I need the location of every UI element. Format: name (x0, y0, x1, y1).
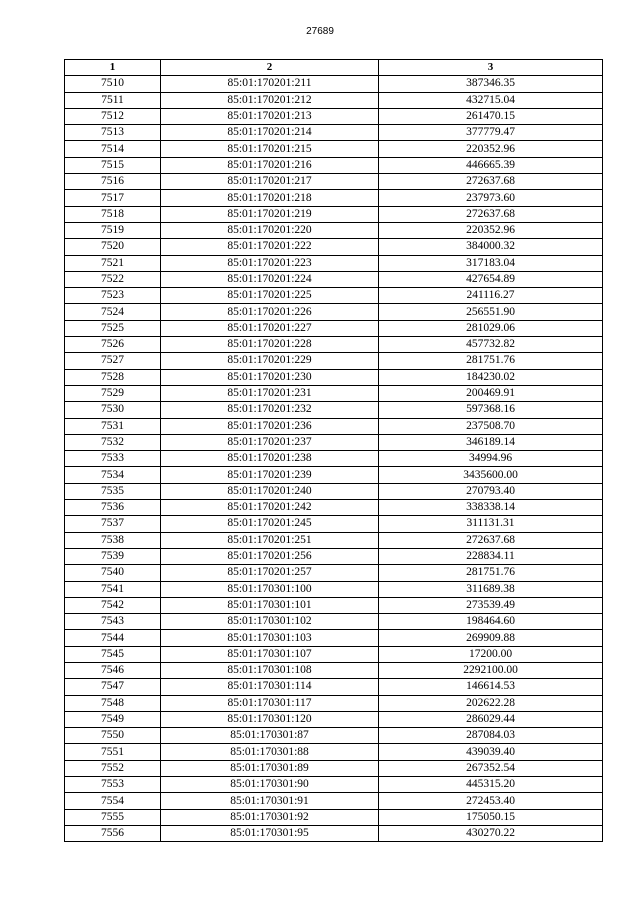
value-cell: 311689.38 (379, 581, 603, 597)
value-cell: 220352.96 (379, 222, 603, 238)
table-row (65, 646, 603, 662)
table-row (65, 597, 603, 613)
value-cell: 2292100.00 (379, 662, 603, 678)
value-cell: 286029.44 (379, 711, 603, 727)
value-cell: 237973.60 (379, 190, 603, 206)
row-number-cell: 7518 (65, 206, 161, 222)
value-cell: 256551.90 (379, 304, 603, 320)
cadastral-number-cell: 85:01:170201:223 (161, 255, 379, 271)
value-cell: 241116.27 (379, 288, 603, 304)
value-cell: 432715.04 (379, 92, 603, 108)
row-number-cell: 7526 (65, 337, 161, 353)
column-header-1: 1 (65, 60, 161, 76)
value-cell: 270793.40 (379, 483, 603, 499)
table-row (65, 239, 603, 255)
row-number-cell: 7527 (65, 353, 161, 369)
table-row (65, 825, 603, 841)
table-row (65, 434, 603, 450)
table-row (65, 565, 603, 581)
row-number-cell: 7529 (65, 385, 161, 401)
row-number-cell: 7551 (65, 744, 161, 760)
value-cell: 377779.47 (379, 125, 603, 141)
row-number-cell: 7515 (65, 157, 161, 173)
row-number-cell: 7516 (65, 174, 161, 190)
cadastral-number-cell: 85:01:170201:220 (161, 222, 379, 238)
table-row (65, 532, 603, 548)
table-row (65, 255, 603, 271)
table-row (65, 809, 603, 825)
cadastral-number-cell: 85:01:170301:108 (161, 662, 379, 678)
cadastral-number-cell: 85:01:170201:240 (161, 483, 379, 499)
cadastral-number-cell: 85:01:170301:114 (161, 679, 379, 695)
cadastral-number-cell: 85:01:170301:101 (161, 597, 379, 613)
cadastral-number-cell: 85:01:170301:90 (161, 777, 379, 793)
row-number-cell: 7520 (65, 239, 161, 255)
table-row (65, 190, 603, 206)
value-cell: 430270.22 (379, 825, 603, 841)
row-number-cell: 7536 (65, 500, 161, 516)
cadastral-number-cell: 85:01:170301:102 (161, 614, 379, 630)
cadastral-number-cell: 85:01:170201:225 (161, 288, 379, 304)
table-row (65, 614, 603, 630)
table-row (65, 728, 603, 744)
value-cell: 311131.31 (379, 516, 603, 532)
cadastral-number-cell: 85:01:170201:238 (161, 451, 379, 467)
cadastral-number-cell: 85:01:170201:224 (161, 271, 379, 287)
cadastral-number-cell: 85:01:170301:103 (161, 630, 379, 646)
table-row (65, 108, 603, 124)
table-header-row (65, 60, 603, 76)
row-number-cell: 7547 (65, 679, 161, 695)
cadastral-number-cell: 85:01:170301:88 (161, 744, 379, 760)
table-row (65, 500, 603, 516)
cadastral-number-cell: 85:01:170201:215 (161, 141, 379, 157)
table-row (65, 662, 603, 678)
value-cell: 272637.68 (379, 174, 603, 190)
column-header-3: 3 (379, 60, 603, 76)
row-number-cell: 7550 (65, 728, 161, 744)
value-cell: 272637.68 (379, 206, 603, 222)
value-cell: 338338.14 (379, 500, 603, 516)
table-row (65, 711, 603, 727)
table-row (65, 760, 603, 776)
row-number-cell: 7539 (65, 548, 161, 564)
cadastral-number-cell: 85:01:170301:100 (161, 581, 379, 597)
table-row (65, 271, 603, 287)
row-number-cell: 7511 (65, 92, 161, 108)
row-number-cell: 7522 (65, 271, 161, 287)
cadastral-number-cell: 85:01:170201:257 (161, 565, 379, 581)
row-number-cell: 7544 (65, 630, 161, 646)
value-cell: 597368.16 (379, 402, 603, 418)
value-cell: 184230.02 (379, 369, 603, 385)
cadastral-number-cell: 85:01:170201:226 (161, 304, 379, 320)
cadastral-number-cell: 85:01:170201:245 (161, 516, 379, 532)
value-cell: 384000.32 (379, 239, 603, 255)
row-number-cell: 7540 (65, 565, 161, 581)
row-number-cell: 7554 (65, 793, 161, 809)
table-row (65, 288, 603, 304)
cadastral-number-cell: 85:01:170201:230 (161, 369, 379, 385)
value-cell: 457732.82 (379, 337, 603, 353)
value-cell: 287084.03 (379, 728, 603, 744)
cadastral-number-cell: 85:01:170201:213 (161, 108, 379, 124)
value-cell: 228834.11 (379, 548, 603, 564)
row-number-cell: 7523 (65, 288, 161, 304)
table-body (65, 76, 603, 842)
cadastral-number-cell: 85:01:170201:214 (161, 125, 379, 141)
cadastral-number-cell: 85:01:170301:91 (161, 793, 379, 809)
row-number-cell: 7525 (65, 320, 161, 336)
cadastral-number-cell: 85:01:170201:242 (161, 500, 379, 516)
row-number-cell: 7530 (65, 402, 161, 418)
value-cell: 200469.91 (379, 385, 603, 401)
row-number-cell: 7543 (65, 614, 161, 630)
table-row (65, 320, 603, 336)
value-cell: 281029.06 (379, 320, 603, 336)
table-row (65, 92, 603, 108)
row-number-cell: 7538 (65, 532, 161, 548)
value-cell: 446665.39 (379, 157, 603, 173)
value-cell: 267352.54 (379, 760, 603, 776)
row-number-cell: 7537 (65, 516, 161, 532)
cadastral-number-cell: 85:01:170201:229 (161, 353, 379, 369)
cadastral-number-cell: 85:01:170201:217 (161, 174, 379, 190)
table-row (65, 451, 603, 467)
row-number-cell: 7521 (65, 255, 161, 271)
value-cell: 281751.76 (379, 353, 603, 369)
table-row (65, 369, 603, 385)
row-number-cell: 7524 (65, 304, 161, 320)
row-number-cell: 7512 (65, 108, 161, 124)
value-cell: 427654.89 (379, 271, 603, 287)
table-row (65, 157, 603, 173)
table-row (65, 125, 603, 141)
cadastral-number-cell: 85:01:170301:117 (161, 695, 379, 711)
table-row (65, 793, 603, 809)
cadastral-number-cell: 85:01:170201:237 (161, 434, 379, 450)
row-number-cell: 7533 (65, 451, 161, 467)
cadastral-number-cell: 85:01:170201:222 (161, 239, 379, 255)
value-cell: 317183.04 (379, 255, 603, 271)
page-number: 27689 (306, 26, 334, 37)
row-number-cell: 7542 (65, 597, 161, 613)
table-row (65, 630, 603, 646)
row-number-cell: 7552 (65, 760, 161, 776)
row-number-cell: 7514 (65, 141, 161, 157)
value-cell: 34994.96 (379, 451, 603, 467)
table-row (65, 222, 603, 238)
value-cell: 281751.76 (379, 565, 603, 581)
row-number-cell: 7545 (65, 646, 161, 662)
cadastral-number-cell: 85:01:170201:227 (161, 320, 379, 336)
value-cell: 439039.40 (379, 744, 603, 760)
row-number-cell: 7531 (65, 418, 161, 434)
row-number-cell: 7553 (65, 777, 161, 793)
cadastral-number-cell: 85:01:170201:211 (161, 76, 379, 92)
row-number-cell: 7513 (65, 125, 161, 141)
row-number-cell: 7519 (65, 222, 161, 238)
value-cell: 202622.28 (379, 695, 603, 711)
table-row (65, 483, 603, 499)
row-number-cell: 7555 (65, 809, 161, 825)
table-row (65, 679, 603, 695)
table-row (65, 402, 603, 418)
cadastral-number-cell: 85:01:170301:92 (161, 809, 379, 825)
value-cell: 273539.49 (379, 597, 603, 613)
cadastral-number-cell: 85:01:170201:212 (161, 92, 379, 108)
row-number-cell: 7546 (65, 662, 161, 678)
cadastral-number-cell: 85:01:170301:120 (161, 711, 379, 727)
cadastral-number-cell: 85:01:170201:239 (161, 467, 379, 483)
table-row (65, 206, 603, 222)
value-cell: 269909.88 (379, 630, 603, 646)
row-number-cell: 7548 (65, 695, 161, 711)
cadastral-number-cell: 85:01:170301:89 (161, 760, 379, 776)
cadastral-number-cell: 85:01:170201:218 (161, 190, 379, 206)
table-row (65, 467, 603, 483)
row-number-cell: 7541 (65, 581, 161, 597)
cadastral-number-cell: 85:01:170201:256 (161, 548, 379, 564)
value-cell: 387346.35 (379, 76, 603, 92)
cadastral-number-cell: 85:01:170201:236 (161, 418, 379, 434)
cadastral-number-cell: 85:01:170201:231 (161, 385, 379, 401)
row-number-cell: 7549 (65, 711, 161, 727)
table-row (65, 304, 603, 320)
table-row (65, 581, 603, 597)
table-row (65, 337, 603, 353)
table-row (65, 174, 603, 190)
table-row (65, 695, 603, 711)
cadastral-number-cell: 85:01:170201:219 (161, 206, 379, 222)
table-row (65, 777, 603, 793)
row-number-cell: 7510 (65, 76, 161, 92)
value-cell: 261470.15 (379, 108, 603, 124)
value-cell: 175050.15 (379, 809, 603, 825)
value-cell: 198464.60 (379, 614, 603, 630)
table-row (65, 418, 603, 434)
value-cell: 445315.20 (379, 777, 603, 793)
row-number-cell: 7532 (65, 434, 161, 450)
value-cell: 220352.96 (379, 141, 603, 157)
cadastral-number-cell: 85:01:170201:228 (161, 337, 379, 353)
table-row (65, 141, 603, 157)
table-row (65, 516, 603, 532)
value-cell: 146614.53 (379, 679, 603, 695)
cadastral-number-cell: 85:01:170301:95 (161, 825, 379, 841)
cadastral-number-cell: 85:01:170301:107 (161, 646, 379, 662)
table-row (65, 744, 603, 760)
table-row (65, 548, 603, 564)
value-cell: 346189.14 (379, 434, 603, 450)
cadastral-number-cell: 85:01:170201:216 (161, 157, 379, 173)
table-row (65, 76, 603, 92)
table-row (65, 353, 603, 369)
cadastral-number-cell: 85:01:170201:251 (161, 532, 379, 548)
value-cell: 3435600.00 (379, 467, 603, 483)
row-number-cell: 7517 (65, 190, 161, 206)
value-cell: 272637.68 (379, 532, 603, 548)
value-cell: 17200.00 (379, 646, 603, 662)
cadastral-number-cell: 85:01:170301:87 (161, 728, 379, 744)
table-row (65, 385, 603, 401)
value-cell: 272453.40 (379, 793, 603, 809)
data-table (64, 59, 603, 842)
column-header-2: 2 (161, 60, 379, 76)
value-cell: 237508.70 (379, 418, 603, 434)
cadastral-number-cell: 85:01:170201:232 (161, 402, 379, 418)
row-number-cell: 7528 (65, 369, 161, 385)
row-number-cell: 7534 (65, 467, 161, 483)
row-number-cell: 7535 (65, 483, 161, 499)
row-number-cell: 7556 (65, 825, 161, 841)
